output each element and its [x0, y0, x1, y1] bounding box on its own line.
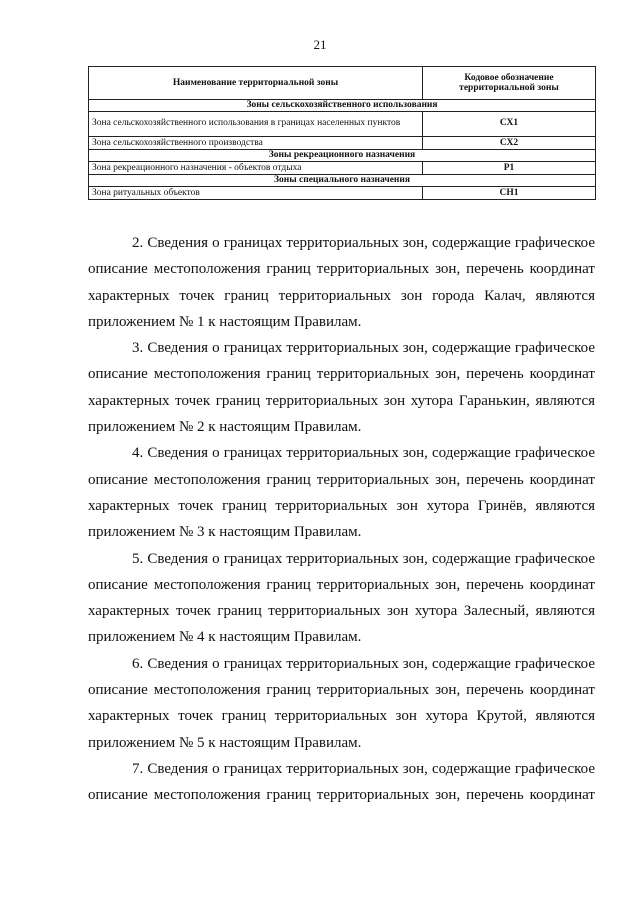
- page-number: 21: [313, 37, 327, 52]
- paragraph: [88, 756, 595, 809]
- zone-name-cell: Зона сельскохозяйственного использования в границах населенных пунктов: [89, 111, 423, 136]
- paragraph-line: 6. Сведения о границах территориальных зон, содержащие графическое: [132, 655, 595, 672]
- table-group-row: [89, 150, 596, 162]
- zones-table-body: [89, 100, 596, 200]
- zone-name-cell: Зона ритуальных объектов: [89, 186, 423, 200]
- table-group-row: [89, 100, 596, 112]
- paragraph: [88, 651, 595, 756]
- paragraph-line: 5. Сведения о границах территориальных зон, содержащие графическое: [132, 550, 595, 567]
- paragraph-line: описание местоположения границ территориальных зон, перечень координат: [88, 682, 595, 699]
- paragraph-line: приложением № 5 к настоящим Правилам.: [88, 734, 362, 751]
- paragraph-line: характерных точек границ территориальных зон хутора Гринёв, являются: [88, 497, 595, 514]
- zone-group-title: Зоны специального назначения: [89, 175, 596, 187]
- table-row: [89, 111, 596, 136]
- zone-code-cell: СХ2: [423, 136, 596, 150]
- paragraph-line: 2. Сведения о границах территориальных зон, содержащие графическое: [132, 235, 595, 251]
- paragraph-line: описание местоположения границ территориальных зон, перечень координат: [88, 471, 595, 488]
- paragraph-line: описание местоположения границ территориальных зон, перечень координат: [88, 576, 595, 593]
- paragraph-line: 7. Сведения о границах территориальных зон, содержащие графическое: [132, 760, 595, 777]
- paragraph-line: описание местоположения границ территориальных зон, перечень координат: [88, 787, 595, 804]
- paragraph-line: приложением № 1 к настоящим Правилам.: [88, 313, 362, 330]
- paragraph-line: приложением № 2 к настоящим Правилам.: [88, 419, 362, 436]
- header-zone-code: Кодовое обозначение территориальной зоны: [423, 67, 596, 100]
- paragraph-line: 4. Сведения о границах территориальных зон, содержащие графическое: [132, 445, 595, 462]
- paragraph-line: приложением № 4 к настоящим Правилам.: [88, 629, 362, 646]
- paragraph-line: характерных точек границ территориальных зон хутора Гаранькин, являются: [88, 392, 595, 409]
- paragraph: [88, 335, 595, 440]
- paragraph: [88, 230, 595, 335]
- zone-group-title: Зоны сельскохозяйственного использования: [89, 100, 596, 112]
- table-group-row: [89, 175, 596, 187]
- zone-code-cell: СХ1: [423, 111, 596, 136]
- paragraph-line: 3. Сведения о границах территориальных зон, содержащие графическое: [132, 340, 595, 357]
- body-text: [88, 230, 595, 809]
- paragraph-line: характерных точек границ территориальных зон хутора Крутой, являются: [88, 708, 595, 725]
- table-header-row: [89, 67, 596, 100]
- paragraph-line: характерных точек границ территориальных зон города Калач, являются: [88, 287, 595, 304]
- table-row: [89, 186, 596, 200]
- header-zone-name: Наименование территориальной зоны: [89, 67, 423, 100]
- zones-table: [88, 66, 596, 200]
- table-row: [89, 161, 596, 175]
- table-row: [89, 136, 596, 150]
- zone-group-title: Зоны рекреационного назначения: [89, 150, 596, 162]
- paragraph-line: приложением № 3 к настоящим Правилам.: [88, 524, 362, 541]
- zone-code-cell: СН1: [423, 186, 596, 200]
- paragraph: [88, 546, 595, 651]
- paragraph: [88, 440, 595, 545]
- paragraph-line: описание местоположения границ территориальных зон, перечень координат: [88, 261, 595, 278]
- paragraph-line: описание местоположения границ территориальных зон, перечень координат: [88, 366, 595, 383]
- zone-code-cell: Р1: [423, 161, 596, 175]
- zone-name-cell: Зона рекреационного назначения - объектов отдыха: [89, 161, 423, 175]
- zone-name-cell: Зона сельскохозяйственного производства: [89, 136, 423, 150]
- paragraph-line: характерных точек границ территориальных зон хутора Залесный, являются: [88, 603, 595, 620]
